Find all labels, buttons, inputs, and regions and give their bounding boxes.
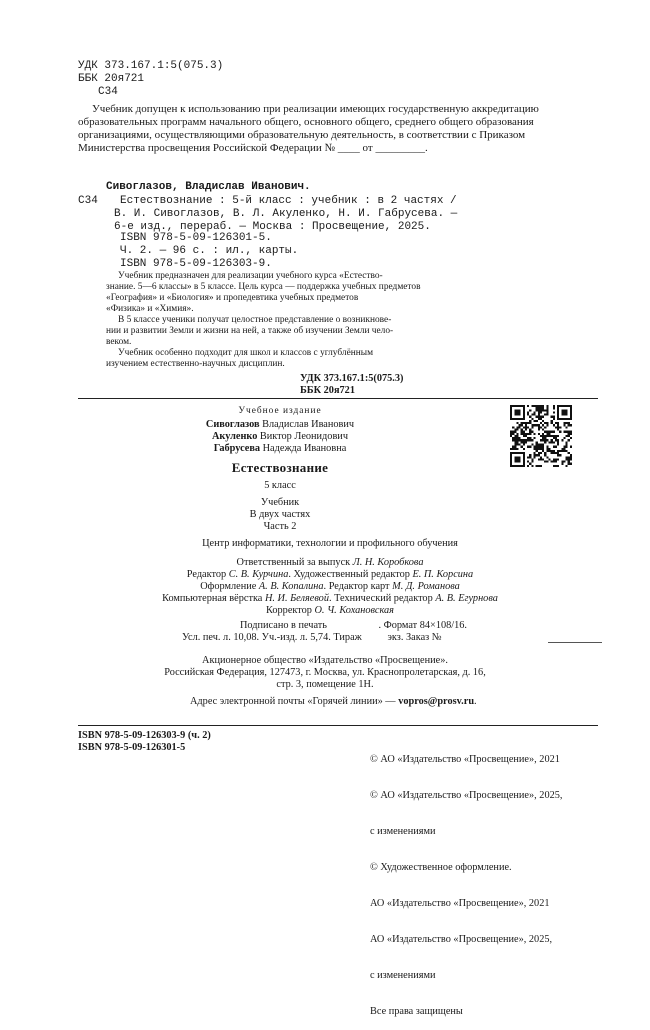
edition-type: Учебное издание — [238, 406, 322, 416]
approval-line: Учебник допущен к использованию при реализации имеющих государственную аккредитацию — [92, 103, 539, 115]
print-info — [182, 620, 602, 644]
card-isbn — [120, 232, 298, 271]
annotation-line: Учебник особенно подходит для школ и классов с углублённым — [118, 348, 374, 358]
copyright-line: Все права защищены — [370, 1006, 463, 1017]
copyright-line: АО «Издательство «Просвещение», 2025, — [370, 934, 553, 945]
hotline-email: Адрес электронной почты «Горячей линии» — vopros@prosv.ru. — [190, 696, 477, 707]
author-name: Владислав Иванович — [262, 419, 355, 430]
divider-bottom — [78, 725, 598, 726]
card-main-line: 6-е изд., перераб. — Москва : Просвещение, 2025. — [114, 221, 431, 233]
publisher-info — [160, 655, 490, 691]
qr-code — [510, 405, 572, 467]
tirage-blank — [548, 642, 602, 643]
author-surname: Сивоглазов — [205, 419, 260, 430]
card-bbk-line: ББК 20я721 — [300, 385, 355, 396]
approval-line: организациями, осуществляющими образовательную деятельность, в соответствии с Приказом — [78, 129, 526, 141]
email-link[interactable]: vopros@prosv.ru — [398, 696, 475, 707]
card-isbn-line: Ч. 2. — 96 с. : ил., карты. — [120, 245, 299, 257]
card-main — [106, 195, 457, 234]
annotation-line: нии и развитии Земли и жизни на ней, а также об изучении Земли чело- — [106, 326, 394, 336]
kind-lines — [180, 497, 380, 533]
author-row — [180, 431, 380, 443]
bbk-line: ББК 20я721 — [78, 73, 145, 85]
card-main-line: Естествознание : 5-й класс : учебник : в 2 частях / — [120, 195, 457, 207]
author-surname: Габрусева — [213, 443, 261, 454]
author-row — [180, 443, 380, 455]
annotation-line: веком. — [106, 337, 132, 347]
card-isbn-line: ISBN 978-5-09-126301-5. — [120, 232, 272, 244]
approval-line: образовательных программ начального общего, основного общего, среднего общего образования — [78, 116, 534, 128]
staff-list — [140, 557, 520, 617]
author-row — [180, 419, 380, 431]
card-code: С34 — [78, 195, 98, 207]
annotation-line: «География» и «Биология» и пропедевтика учебных предметов — [106, 293, 359, 303]
publisher-line: стр. 3, помещение 1Н. — [276, 679, 374, 690]
udk-line: УДК 373.167.1:5(075.3) — [78, 60, 224, 72]
staff-row: Корректор О. Ч. Кохановская — [266, 605, 394, 616]
copyright-line: с изменениями — [370, 970, 436, 981]
publisher-line: Российская Федерация, 127473, г. Москва, ул. Краснопролетарская, д. 16, — [164, 667, 486, 678]
approval-paragraph — [78, 103, 598, 155]
kind-line: В двух частях — [249, 509, 311, 520]
annotation-line: знание. 5—6 классы» в 5 классе. Цель курса — поддержка учебных предметов — [106, 282, 421, 292]
copyright-line: © АО «Издательство «Просвещение», 2021 — [370, 754, 560, 765]
card-annotation — [106, 271, 436, 370]
staff-row: Редактор С. В. Курчина. Художественный редактор Е. П. Корсина — [186, 569, 474, 580]
author-name: Виктор Леонидович — [259, 431, 348, 442]
isbn-bottom-line: ISBN 978-5-09-126303-9 (ч. 2) — [78, 730, 211, 741]
staff-row: Компьютерная вёрстка Н. И. Беляевой. Технический редактор А. В. Егурнова — [162, 593, 498, 604]
copyright-line: с изменениями — [370, 826, 436, 837]
card-author-heading: Сивоглазов, Владислав Иванович. — [106, 181, 311, 193]
print-line: Подписано в печать . Формат 84×108/16. — [240, 620, 467, 631]
publisher-line: Акционерное общество «Издательство «Просвещение». — [202, 655, 448, 666]
book-title: Естествознание — [231, 460, 329, 475]
author-surname: Акуленко — [212, 431, 258, 442]
grade: 5 класс — [264, 480, 296, 491]
isbn-bottom-line: ISBN 978-5-09-126301-5 — [78, 742, 186, 753]
staff-row: Ответственный за выпуск Л. Н. Коробкова — [236, 557, 424, 568]
udk-block — [78, 60, 223, 99]
author-name: Надежда Ивановна — [262, 443, 347, 454]
copyright-line: © АО «Издательство «Просвещение», 2025, — [370, 790, 563, 801]
card-main-line: В. И. Сивоглазов, В. Л. Акуленко, Н. И. Габрусева. — — [114, 208, 458, 220]
authors-list — [180, 419, 380, 455]
annotation-line: Учебник предназначен для реализации учебного курса «Естество- — [118, 271, 383, 281]
staff-row: Оформление А. В. Копалина. Редактор карт М. Д. Романова — [200, 581, 460, 592]
divider-top — [78, 398, 598, 399]
code-line: С34 — [98, 86, 118, 98]
card-udk — [300, 373, 403, 397]
kind-line: Часть 2 — [263, 521, 297, 532]
annotation-line: В 5 классе ученики получат целостное представление о возникнове- — [118, 315, 392, 325]
isbn-bottom — [78, 730, 211, 754]
copyright-line: © Художественное оформление. — [370, 862, 512, 873]
annotation-line: изучением естественно-научных дисциплин. — [106, 359, 285, 369]
print-line: Усл. печ. л. 10,08. Уч.-изд. л. 5,74. Тираж экз. Заказ № — [182, 632, 442, 643]
copyright-line: АО «Издательство «Просвещение», 2021 — [370, 898, 550, 909]
email-prefix: Адрес электронной почты «Горячей линии» — — [190, 696, 399, 707]
copyright-block — [370, 730, 562, 1030]
card-udk-line: УДК 373.167.1:5(075.3) — [300, 373, 404, 384]
center-name: Центр информатики, технологии и профильного обучения — [202, 538, 458, 549]
annotation-line: «Физика» и «Химия». — [106, 304, 194, 314]
approval-line: Министерства просвещения Российской Федерации № ____ от _________. — [78, 142, 428, 154]
card-isbn-line: ISBN 978-5-09-126303-9. — [120, 258, 272, 270]
kind-line: Учебник — [260, 497, 300, 508]
